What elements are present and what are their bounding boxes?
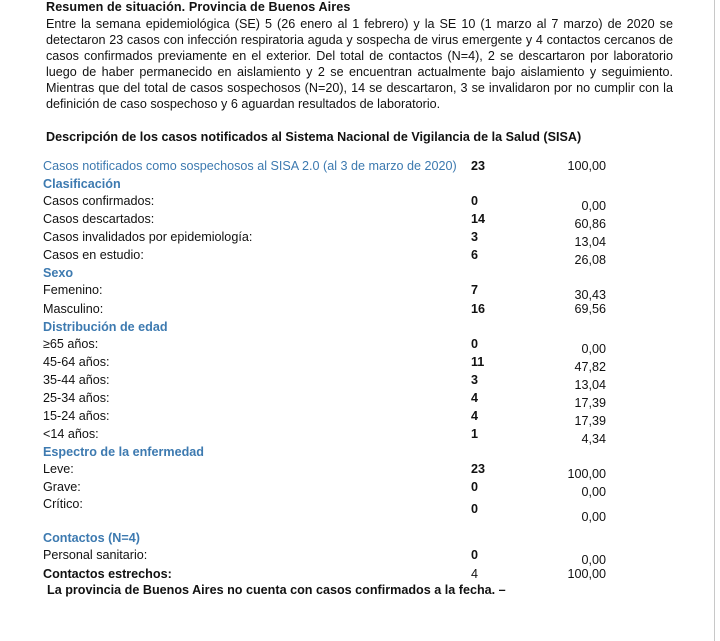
footer-note: La provincia de Buenos Aires no cuenta con casos confirmados a la fecha. – [47, 583, 506, 597]
row-label: 25-34 años: [43, 391, 110, 405]
section-heading: Sexo [43, 266, 74, 280]
row-label: Femenino: [43, 283, 103, 297]
row-pct: 17,39 [574, 414, 606, 428]
row-pct: 0,00 [581, 485, 606, 499]
row-count: 11 [471, 355, 485, 369]
table-row [43, 337, 643, 355]
row-label: Personal sanitario: [43, 548, 148, 562]
section-heading: Espectro de la enfermedad [43, 445, 204, 459]
row-count: 16 [471, 302, 486, 316]
table-row [43, 212, 643, 230]
row-count: 4 [471, 409, 479, 423]
row-pct: 30,43 [574, 288, 606, 302]
section-contactos [43, 531, 643, 549]
row-pct: 0,00 [581, 342, 606, 356]
section-edad [43, 320, 643, 338]
row-label: Contactos estrechos: [43, 567, 172, 581]
row-count: 7 [471, 283, 479, 297]
row-pct: 0,00 [581, 199, 606, 213]
table-row [43, 480, 643, 498]
row-count: 0 [471, 194, 479, 208]
row-label: Leve: [43, 462, 74, 476]
row-pct: 0,00 [581, 510, 606, 524]
table-row [43, 373, 643, 391]
row-label: Casos confirmados: [43, 194, 155, 208]
row-count: 14 [471, 212, 486, 226]
row-pct: 13,04 [574, 378, 606, 392]
section-clasificacion [43, 177, 643, 195]
section-sexo [43, 266, 643, 284]
row-count: 4 [471, 567, 479, 581]
document-title: Resumen de situación. Provincia de Buenos Aires [46, 0, 351, 14]
row-pct: 100,00 [567, 567, 606, 581]
total-pct: 100,00 [567, 159, 606, 173]
summary-paragraph: Entre la semana epidemiológica (SE) 5 (26 enero al 1 febrero) y la SE 10 (1 marzo al 7 marzo) de 2020 se detectaron 23 casos con infección respiratoria aguda y sospecha de virus emergente y 4 contactos cercanos de casos confirmados previamente en el exterior. Del total de contactos (N=4), 2 se descartaron por laboratorio luego de haber permanecido en aislamiento y 2 se encuentran actualmente bajo aislamiento y seguimiento. Mientras que del total de casos sospechosos (N=20), 14 se descartaron, 3 se invalidaron por no cumplir con la definición de caso sospechoso y 6 aguardan resultados de laboratorio. [46, 17, 673, 112]
row-pct: 47,82 [574, 360, 606, 374]
row-count: 3 [471, 373, 479, 387]
row-label: ≥65 años: [43, 337, 99, 351]
table-title: Descripción de los casos notificados al Sistema Nacional de Vigilancia de la Salud (SISA) [46, 130, 582, 144]
table-row [43, 248, 643, 266]
row-pct: 26,08 [574, 253, 606, 267]
row-label: Casos invalidados por epidemiología: [43, 230, 253, 244]
row-pct: 100,00 [567, 467, 606, 481]
row-pct: 13,04 [574, 235, 606, 249]
row-label: 45-64 años: [43, 355, 110, 369]
total-label: Casos notificados como sospechosos al SISA 2.0 (al 3 de marzo de 2020) [43, 159, 457, 173]
section-espectro [43, 445, 643, 463]
section-heading: Distribución de edad [43, 320, 168, 334]
row-pct: 60,86 [574, 217, 606, 231]
row-count: 4 [471, 391, 479, 405]
table-row [43, 497, 643, 524]
row-pct: 0,00 [581, 553, 606, 567]
table-row [43, 548, 643, 566]
table-row [43, 409, 643, 427]
row-label: Crítico: [43, 497, 83, 511]
table-row [43, 462, 643, 480]
row-count: 0 [471, 548, 479, 562]
row-label: Grave: [43, 480, 81, 494]
row-count: 1 [471, 427, 479, 441]
page-edge-divider [714, 0, 715, 641]
table-row [43, 283, 643, 301]
row-pct: 69,56 [574, 302, 606, 316]
total-row [43, 159, 643, 177]
row-count: 3 [471, 230, 479, 244]
row-pct: 4,34 [581, 432, 606, 446]
row-label: <14 años: [43, 427, 99, 441]
row-count: 0 [471, 502, 479, 516]
table-row [43, 391, 643, 409]
table-row [43, 355, 643, 373]
row-count: 23 [471, 462, 486, 476]
table-row [43, 194, 643, 212]
table-row [43, 302, 643, 320]
table-row [43, 230, 643, 248]
row-label: Casos descartados: [43, 212, 155, 226]
section-heading: Clasificación [43, 177, 121, 191]
row-label: Masculino: [43, 302, 104, 316]
row-pct: 17,39 [574, 396, 606, 410]
row-count: 0 [471, 337, 479, 351]
section-heading: Contactos (N=4) [43, 531, 140, 545]
row-label: Casos en estudio: [43, 248, 144, 262]
table-row [43, 427, 643, 445]
row-label: 15-24 años: [43, 409, 110, 423]
row-count: 6 [471, 248, 479, 262]
row-count: 0 [471, 480, 479, 494]
total-count: 23 [471, 159, 486, 173]
row-label: 35-44 años: [43, 373, 110, 387]
